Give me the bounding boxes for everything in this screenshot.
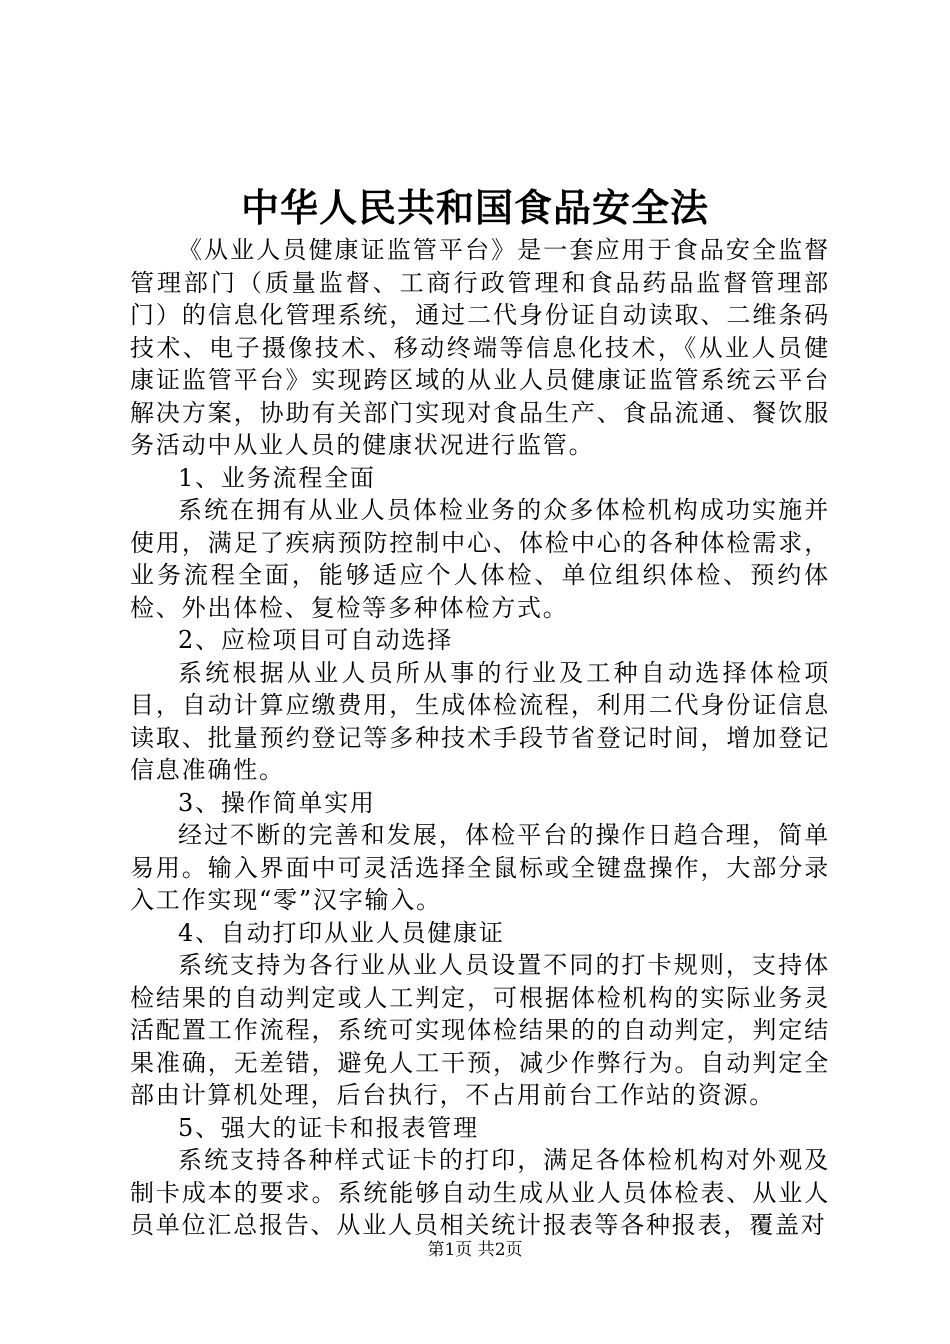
page-footer: 第1页 共2页 <box>427 1240 523 1260</box>
section-heading-3: 3、操作简单实用 <box>178 788 376 817</box>
intro-paragraph: 《从业人员健康证监管平台》是一套应用于食品安全监督管理部门（质量监督、工商行政管理和食品药品监督管理部门）的信息化管理系统，通过二代身份证自动读取、二维条码技术、电子摄像技术、移动终端等信息化技术，《从业人员健康证监管平台》实现跨区域的从业人员健康证监管系统云平台解决方案，协助有关部门实现对食品生产、食品流通、餐饮服务活动中从业人员的健康状况进行监管。 <box>130 236 830 459</box>
section-heading-1: 1、业务流程全面 <box>178 463 376 492</box>
section-text-2: 系统根据从业人员所从事的行业及工种自动选择体检项目，自动计算应缴费用，生成体检流程，利用二代身份证信息读取、批量预约登记等多种技术手段节省登记时间，增加登记信息准确性。 <box>130 658 830 784</box>
section-heading-4: 4、自动打印从业人员健康证 <box>178 918 505 947</box>
section-text-1: 系统在拥有从业人员体检业务的众多体检机构成功实施并使用，满足了疾病预防控制中心、体检中心的各种体检需求，业务流程全面，能够适应个人体检、单位组织体检、预约体检、外出体检、复检等多种体检方式。 <box>130 496 830 622</box>
section-text-4: 系统支持为各行业从业人员设置不同的打卡规则，支持体检结果的自动判定或人工判定，可根据体检机构的实际业务灵活配置工作流程，系统可实现体检结果的的自动判定，判定结果准确，无差错，避免人工干预，减少作弊行为。自动判定全部由计算机处理，后台执行，不占用前台工作站的资源。 <box>130 951 830 1109</box>
document-title: 中华人民共和国食品安全法 <box>240 185 709 230</box>
section-text-5: 系统支持各种样式证卡的打印，满足各体检机构对外观及制卡成本的要求。系统能够自动生成从业人员体检表、从业人员单位汇总报告、从业人员相关统计报表等各种报表，覆盖对 <box>130 1146 830 1239</box>
section-heading-2: 2、应检项目可自动选择 <box>178 626 454 654</box>
document-body <box>130 234 830 1242</box>
section-heading-5: 5、强大的证卡和报表管理 <box>178 1113 479 1142</box>
section-text-3: 经过不断的完善和发展，体检平台的操作日趋合理，简单易用。输入界面中可灵活选择全鼠标或全键盘操作，大部分录入工作实现“零”汉字输入。 <box>130 821 830 914</box>
